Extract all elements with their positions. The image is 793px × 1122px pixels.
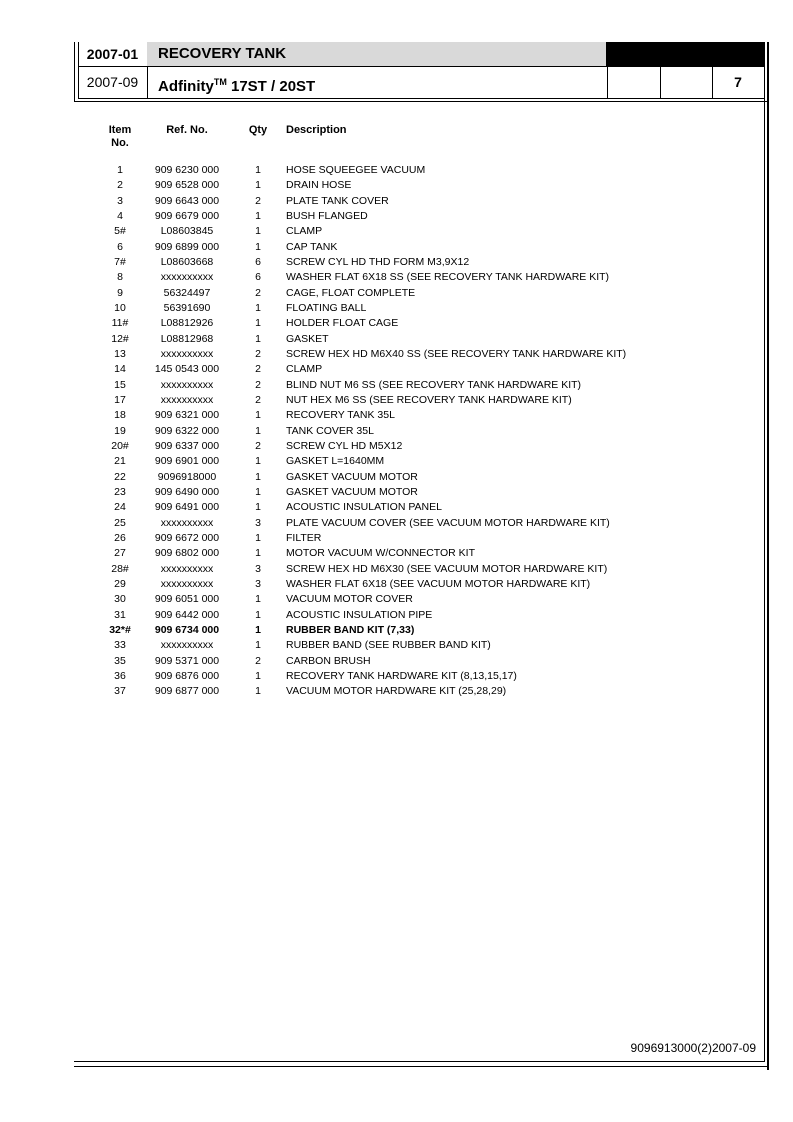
table-row: [0, 224, 793, 239]
quantity: 1: [255, 240, 261, 253]
ref-number: 909 6051 000: [154, 593, 220, 606]
table-row: [0, 194, 793, 209]
quantity: 2: [255, 347, 261, 360]
page-number: 7: [734, 74, 742, 90]
ref-number: 909 6672 000: [154, 531, 220, 544]
quantity: 1: [255, 225, 261, 238]
item-number: 21: [114, 455, 126, 468]
quantity: 2: [255, 393, 261, 406]
table-row: [0, 454, 793, 469]
quantity: 1: [255, 639, 261, 652]
ref-number: 909 6679 000: [154, 209, 220, 222]
description: CLAMP: [286, 225, 323, 238]
model-name: Adfinity: [158, 78, 214, 95]
item-number: 29: [114, 577, 126, 590]
item-number: 3: [117, 194, 123, 207]
quantity: 1: [255, 470, 261, 483]
description: PLATE TANK COVER: [286, 194, 389, 207]
table-row: [0, 316, 793, 331]
description: HOLDER FLOAT CAGE: [286, 317, 399, 330]
table-row: [0, 638, 793, 653]
quantity: 1: [255, 501, 261, 514]
table-row: [0, 178, 793, 193]
quantity: 1: [255, 547, 261, 560]
description: PLATE VACUUM COVER (SEE VACUUM MOTOR HARDWARE KIT): [286, 516, 610, 529]
table-row: [0, 669, 793, 684]
table-row: [0, 347, 793, 362]
ref-number: 909 6734 000: [154, 623, 220, 636]
quantity: 2: [255, 194, 261, 207]
description: VACUUM MOTOR COVER: [286, 593, 413, 606]
quantity: 1: [255, 164, 261, 176]
item-number: 28#: [111, 562, 129, 575]
description: ACOUSTIC INSULATION PIPE: [286, 608, 433, 621]
trademark-mark: TM: [213, 77, 227, 87]
quantity: 1: [255, 623, 261, 636]
ref-number: 909 6491 000: [154, 501, 220, 514]
ref-number: 909 6490 000: [154, 485, 220, 498]
quantity: 1: [255, 409, 261, 422]
description: RECOVERY TANK 35L: [286, 409, 395, 422]
item-number: 8: [117, 271, 123, 284]
item-number: 5#: [114, 225, 126, 238]
item-number: 2: [117, 179, 123, 192]
ref-number: 56391690: [163, 301, 211, 314]
ref-number: L08603668: [160, 255, 214, 268]
item-number: 26: [114, 531, 126, 544]
description: SCREW HEX HD M6X30 (SEE VACUUM MOTOR HARDWARE KIT): [286, 562, 608, 575]
ref-number: xxxxxxxxxx: [160, 577, 214, 590]
item-number: 27: [114, 547, 126, 560]
item-number: 24: [114, 501, 126, 514]
quantity: 2: [255, 654, 261, 667]
document-code: 9096913000(2)2007-09: [630, 1041, 756, 1055]
item-number: 35: [114, 654, 126, 667]
ref-number: 909 5371 000: [154, 654, 220, 667]
ref-number: 9096918000: [157, 470, 217, 483]
item-number: 1: [117, 164, 123, 176]
table-row: [0, 439, 793, 454]
description: BUSH FLANGED: [286, 209, 368, 222]
item-number: 22: [114, 470, 126, 483]
ref-number: xxxxxxxxxx: [160, 378, 214, 391]
quantity: 2: [255, 363, 261, 376]
ref-number: 909 6230 000: [154, 164, 220, 176]
table-row: [0, 408, 793, 423]
quantity: 6: [255, 271, 261, 284]
ref-number: L08603845: [160, 225, 214, 238]
footer-line-top: [74, 1061, 765, 1062]
table-row: [0, 577, 793, 592]
ref-number: 56324497: [163, 286, 211, 299]
description: SCREW CYL HD THD FORM M3,9X12: [286, 255, 470, 268]
item-number: 7#: [114, 255, 126, 268]
ref-number: xxxxxxxxxx: [160, 271, 214, 284]
table-row: [0, 485, 793, 500]
table-row: [0, 362, 793, 377]
description: RUBBER BAND (SEE RUBBER BAND KIT): [286, 639, 491, 652]
quantity: 3: [255, 562, 261, 575]
item-number: 11#: [111, 317, 129, 330]
quantity: 1: [255, 317, 261, 330]
quantity: 2: [255, 439, 261, 452]
quantity: 2: [255, 286, 261, 299]
quantity: 1: [255, 669, 261, 682]
description: MOTOR VACUUM W/CONNECTOR KIT: [286, 547, 475, 560]
description: RUBBER BAND KIT (7,33): [286, 623, 415, 636]
description: CAP TANK: [286, 240, 338, 253]
item-number: 37: [114, 685, 126, 698]
description: GASKET L=1640MM: [286, 455, 385, 468]
table-row: [0, 562, 793, 577]
header-inner-bottom-line: [78, 98, 764, 99]
quantity: 1: [255, 685, 261, 698]
header-black-block: [606, 42, 764, 66]
ref-number: L08812926: [160, 317, 214, 330]
description: DRAIN HOSE: [286, 179, 352, 192]
quantity: 1: [255, 531, 261, 544]
item-number: 17: [114, 393, 126, 406]
description: CLAMP: [286, 363, 323, 376]
table-row: [0, 378, 793, 393]
ref-number: xxxxxxxxxx: [160, 516, 214, 529]
description: FILTER: [286, 531, 322, 544]
item-number: 18: [114, 409, 126, 422]
column-header-qty: Qty: [248, 124, 268, 136]
ref-number: 909 6643 000: [154, 194, 220, 207]
ref-number: 909 6877 000: [154, 685, 220, 698]
item-number: 15: [114, 378, 126, 391]
quantity: 6: [255, 255, 261, 268]
table-row: [0, 623, 793, 638]
item-number: 13: [114, 347, 126, 360]
ref-number: xxxxxxxxxx: [160, 347, 214, 360]
table-row: [0, 516, 793, 531]
footer-line-bottom: [74, 1066, 769, 1067]
header-section-title: RECOVERY TANK: [158, 45, 287, 62]
ref-number: L08812968: [160, 332, 214, 345]
ref-number: 909 6876 000: [154, 669, 220, 682]
ref-number: 909 6802 000: [154, 547, 220, 560]
description: RECOVERY TANK HARDWARE KIT (8,13,15,17): [286, 669, 517, 682]
description: BLIND NUT M6 SS (SEE RECOVERY TANK HARDWARE KIT): [286, 378, 582, 391]
model-suffix: 17ST / 20ST: [226, 78, 316, 95]
item-number: 14: [114, 363, 126, 376]
table-row: [0, 209, 793, 224]
table-row: [0, 500, 793, 515]
table-row: [0, 546, 793, 561]
table-row: [0, 270, 793, 285]
ref-number: 909 6321 000: [154, 409, 220, 422]
quantity: 1: [255, 301, 261, 314]
description: TANK COVER 35L: [286, 424, 374, 437]
item-number: 9: [117, 286, 123, 299]
table-row: [0, 592, 793, 607]
quantity: 1: [255, 485, 261, 498]
table-row: [0, 531, 793, 546]
quantity: 1: [255, 608, 261, 621]
description: ACOUSTIC INSULATION PANEL: [286, 501, 442, 514]
quantity: 3: [255, 577, 261, 590]
ref-number: 909 6442 000: [154, 608, 220, 621]
header-box-divider-2: [660, 66, 661, 98]
quantity: 1: [255, 209, 261, 222]
description: VACUUM MOTOR HARDWARE KIT (25,28,29): [286, 685, 507, 698]
ref-number: 909 6322 000: [154, 424, 220, 437]
header-model-title: [158, 67, 315, 98]
table-row: [0, 654, 793, 669]
header-date-top: 2007-01: [86, 46, 139, 62]
description: FLOATING BALL: [286, 301, 367, 314]
item-number: 12#: [111, 332, 129, 345]
header-date-bottom: 2007-09: [86, 74, 139, 90]
item-number: 33: [114, 639, 126, 652]
description: WASHER FLAT 6X18 SS (SEE RECOVERY TANK HARDWARE KIT): [286, 271, 610, 284]
item-number: 4: [117, 209, 123, 222]
table-row: [0, 240, 793, 255]
table-row: [0, 255, 793, 270]
table-row: [0, 332, 793, 347]
description: GASKET VACUUM MOTOR: [286, 485, 418, 498]
table-row: [0, 470, 793, 485]
header-bottom-line: [74, 101, 769, 102]
frame-left-line: [74, 42, 75, 102]
description: CAGE, FLOAT COMPLETE: [286, 286, 416, 299]
quantity: 3: [255, 516, 261, 529]
ref-number: xxxxxxxxxx: [160, 562, 214, 575]
description: CARBON BRUSH: [286, 654, 371, 667]
quantity: 1: [255, 332, 261, 345]
item-number: 36: [114, 669, 126, 682]
table-row: [0, 286, 793, 301]
item-number: 6: [117, 240, 123, 253]
quantity: 1: [255, 593, 261, 606]
header-box-divider-1: [607, 66, 608, 98]
item-number: 23: [114, 485, 126, 498]
parts-list: [0, 163, 793, 699]
description: HOSE SQUEEGEE VACUUM: [286, 164, 426, 176]
ref-number: xxxxxxxxxx: [160, 639, 214, 652]
item-number: 19: [114, 424, 126, 437]
column-header-ref: Ref. No.: [166, 124, 208, 136]
item-number: 32*#: [109, 623, 131, 636]
ref-number: 145 0543 000: [154, 363, 220, 376]
table-row: [0, 393, 793, 408]
description: GASKET: [286, 332, 329, 345]
column-header-description: Description: [286, 124, 347, 136]
item-number: 10: [114, 301, 126, 314]
table-row: [0, 608, 793, 623]
item-number: 31: [114, 608, 126, 621]
ref-number: 909 6901 000: [154, 455, 220, 468]
table-row: [0, 301, 793, 316]
ref-number: 909 6899 000: [154, 240, 220, 253]
column-header-item: [98, 124, 142, 150]
item-number: 25: [114, 516, 126, 529]
quantity: 1: [255, 424, 261, 437]
quantity: 2: [255, 378, 261, 391]
description: SCREW CYL HD M5X12: [286, 439, 403, 452]
ref-number: xxxxxxxxxx: [160, 393, 214, 406]
quantity: 1: [255, 455, 261, 468]
ref-number: 909 6528 000: [154, 179, 220, 192]
item-number: 30: [114, 593, 126, 606]
item-number: 20#: [111, 439, 129, 452]
table-row: [0, 684, 793, 699]
column-header-item-line2: No.: [111, 137, 129, 149]
description: SCREW HEX HD M6X40 SS (SEE RECOVERY TANK HARDWARE KIT): [286, 347, 627, 360]
table-row: [0, 163, 793, 178]
quantity: 1: [255, 179, 261, 192]
column-header-item-line1: Item: [108, 124, 132, 136]
ref-number: 909 6337 000: [154, 439, 220, 452]
table-row: [0, 424, 793, 439]
description: NUT HEX M6 SS (SEE RECOVERY TANK HARDWARE KIT): [286, 393, 572, 406]
description: GASKET VACUUM MOTOR: [286, 470, 418, 483]
description: WASHER FLAT 6X18 (SEE VACUUM MOTOR HARDWARE KIT): [286, 577, 591, 590]
